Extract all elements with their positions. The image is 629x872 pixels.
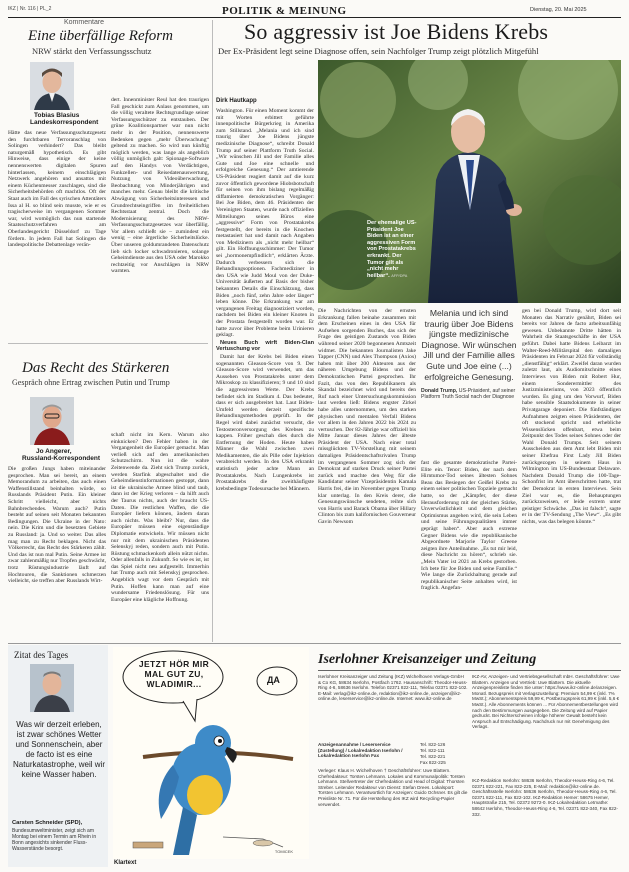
- photo-caption: Der ehemalige US-Präsident Joe Biden ist an einer aggressiven Form von Prostatakrebs erkrankt. Der Tumor gilt als „nicht mehr heilbar“. AFP/DPA: [367, 220, 417, 279]
- author-photo-angerer: [30, 397, 74, 445]
- pull-quote-text: Melania und ich sind traurig über Joe Bidens jüngste medizinische Diagnose. Wir wünschen Jill und der Familie alles Gute und Joe eine (...) erfolgreiche Genesung.: [421, 308, 517, 382]
- zitat-attribution-desc: Bundesumweltminister, zeigt sich am Montag bei einem Termin am Rhein in Bonn angesichts sinkender Fluss-Wasserstände besorgt.: [12, 828, 97, 852]
- author-role-angerer: Russland-Korrespondent: [22, 455, 101, 462]
- commentary1-subtitle: NRW stärkt den Verfassungsschutz: [32, 46, 152, 56]
- page-folio: IKZ | Nr. 116 | PL_2: [8, 6, 52, 12]
- main-text-col1: Washington. Für einen Moment kommt der mit Worten erbittert geführte innenpolitische Bürgerkrieg in Amerika zum Stillstand. „Melania und ich sind traurig über Joe Bidens jüngste medizinische Diagnose“, schreibt Donald Trump auf seiner Plattform Truth Social. „Wir wünschen Jill und der Familie alles Gute und Joe eine schnelle und erfolgreiche Genesung.“ Der amtierende US-Präsident reagiert damit auf die kurz zuvor öffentlich gewordene Hiobsbotschaft für seinen von ihm bislang regelmäßig diffamierten demokratischen Vorgänger: Bei Joe Biden, dem 46. Präsidenten der Vereinigten Staaten, wurde nach offiziellen Mitteilungen seines Büros eine „aggressive“ Form von Prostatakrebs festgestellt, der bereits in die Knochen metastasiert hat und damit nach Angaben von Medizinern als „nicht mehr heilbar“ gilt. Ein Hoffnungsschimmer: Der Tumor sei „hormonempfindlich“, erklärten Ärzte. Dadurch verbessern sich die Behandlungsoptionen. Fachmediziner in den USA wie Judd Moul von der Duke-Universität äußerten auf Basis der bisher bekannten Details die Einschätzung, dass Biden „noch fünf, zehn Jahre oder länger“ leben könne. Die Erkrankung war am vergangenen Freitag diagnostiziert worden, nachdem bei Biden ein kleiner Knoten in der Prostata festgestellt worden war. Er hatte zuvor über Probleme beim Urinieren geklagt. Neues Buch wirft Biden-Clan Vertuschung vor Damit hat der Krebs bei Biden einen sogenannten Gleason-Score von 9. Der Gleason-Score wird verwendet, um das Aussehen von Prostatakrebs unter dem Mikroskop zu klassifizieren; 9 und 10 sind die aggressivsten Werte. Der Krebs befindet sich im Stadium 4. Das bedeutet, dass er sich ausgebreitet hat. Laut Biden-Umfeld werden derzeit spezifische Behandlungsmethoden geprüft. In der Regel wird dabei zunächst versucht, die Testosteronversorgung des Krebses zu kappen. Früher geschah dies durch die Entfernung der Hoden. Heute haben Männer die Wahl zwischen zwei Medikamenten, die als Pille oder Injektion verabreicht werden. In den USA erkrankt statistisch jeder achte Mann an Prostatakrebs. Nach Lungenkrebs ist Prostatakrebs die zweithäufigste krebsbedingte Todesursache bei Männern.: [216, 108, 314, 492]
- commentary2-subtitle: Gespräch ohne Ertrag zwischen Putin und Trump: [12, 378, 170, 387]
- pull-quote: [421, 308, 517, 456]
- imprint-phone-3: Tel. 822-221: [420, 754, 446, 759]
- main-text-col4: gen bei Donald Trump, wird dort seit Monaten das Narrativ genährt, Biden sei bereits vor Jahren de facto arbeitsunfähig gewesen. Unbekannte Dritte hätten in Wahrheit die Staatsgeschäfte in der USA geführt. Dabei hatte Bidens Leibarzt im Walter-Reed-Militärspital den damaligen Präsidenten im Februar 2024 für vollständig „dienstfähig“ erklärt. Zweifel daran wurden zuletzt laut, als Audiomitschnitte eines Interviews von Biden mit Robert Hur, einem Sonderermittler des Justizministeriums, von 2023 öffentlich wurden. Es ging um den Vorwurf, Biden habe sensible Staatsdokumente in seiner Privatgarage deponiert. Die fünfständigen Aufnahmen zeigten einen Präsidenten, der oft stockend spricht und erhebliche Wissenslücken offenbart, etwa beim Zeitpunkt des Todes seines Sohnes oder der Wahl Donald Trumps. Seit seinem Ausscheiden aus dem Amt lebt Biden mit seiner Ehefrau First Lady Jill Biden zurückgezogen in seinem Haus in Wilmington im US-Bundesstaat Delaware. Nachdem Donald Trump die 100-Tage-Schonfrist im Amt überschritten hatte, trat der Demokrat in ersten Interviews. Sein Ziel war es, die Behauptungen zurückzuweisen, er leide extrem unter geistiger Schwäche. „Das ist falsch“, sagte er in der TV-Sendung „The View“. „Es gibt nichts, was das belegen könnte.“: [522, 308, 621, 525]
- imprint-right-offices: IKZ-Redaktion Iserlohn: 58636 Iserlohn, Theodor-Heuss-Ring 4-6, Tel. 02371 822-221, Fax 822-225, E-Mail: redaktion@ikz-online.de. Geschäftsstelle Iserlohn: 58636 Iserlohn, Theodor-Heuss-Ring 4-6, Tel. 02371 822-111, Fax 822-102. IKZ-Redaktion Hemer: 58675 Hemer, Hauptstraße 215, Tel. 02372 9272-0. IKZ-Lokalredaktion Letmathe: 58642 Iserlohn, Theodor-Heuss-Ring 4-6, Tel. 02371 822-340, Fax 822-332.: [472, 778, 618, 817]
- photo-credit: AFP/DPA: [391, 273, 408, 278]
- imprint-right-main: IKZ-AV, Anzeigen- und Vertriebsgesellschaft mbH. Geschäftsführer: Uwe Blattern. Anzeigen und Vertrieb: Uwe Blattern. Die aktuelle Anzeigenpreisliste finden Sie unter: https://www.ikz-online.de/anzeigen. Monatl. Bezugspreis mit Verlagszustellung: Premium 54,99 € (inkl. 7% MwSt.); Abonnementspreis 59,99 €, Postbezugspreis 61,99 € (inkl. 5,6 € MwSt.). Alle Abonnements können ... Für Abonnementbestellungen wird nach den Bestimmungen ausgegeben. Die Zeitung wird auf Papier gedruckt. Bei Nichterscheinen infolge höherer Gewalt besteht kein Anspruch auf Entschädigung. Nachdruck nur mit Genehmigung des Verlags.: [472, 674, 620, 730]
- main-byline: Dirk Hautkapp: [216, 98, 257, 104]
- main-dek: Der Ex-Präsident legt seine Diagnose offen, sein Nachfolger Trump zeigt plötzlich Mitgefühl: [218, 46, 539, 56]
- commentary1-title: Eine überfällige Reform: [28, 28, 173, 44]
- commentary1-text-col1: Hätte das neue Verfassungsschutzgesetz den furchtbaren Terroranschlag von Solingen verhindert? Das bleibt naturgemäß hypothetisch. Es gibt Hinweise, dass einige der keine nennenswerten digitalen Spuren hinterlassen, keinem einschlägigen Netzwerk angehören und ansattos mit einem Küchenmesser zuschlagen, sind die Sicherheitsbehörden oft machtlos. Oft der Staat auch im Fall des syrischen Attentäters Issa al H. so blind sein musste, wie er es tragischerweise im vergangenen Sommer war, wird womöglich das nun startende Staatsschutzverfahren am Oberlandesgericht Düsseldorf zu Tage fördern. In jedem Fall hat Solingen die landespolitische Debattenlage verän-: [8, 130, 106, 249]
- author-photo-blasius: [30, 62, 74, 110]
- kommentare-label: Kommentare: [64, 19, 105, 26]
- zitat-label: Zitat des Tages: [14, 650, 69, 660]
- cartoon: [113, 647, 309, 859]
- header-rule: [8, 17, 621, 18]
- column-divider: [212, 20, 213, 642]
- page-date: Dienstag, 20. Mai 2025: [530, 7, 587, 13]
- cartoon-label: Klartext: [114, 860, 137, 866]
- zitat-attribution-name: Carsten Schneider (SPD),: [12, 820, 83, 826]
- main-text-col2: Die Nachrichten von der ernsten Erkrankung fallen beinahe zusammen mit dem Erscheinen eines in den USA für Aufsehen sorgenden Buches, das sich der Frage des geistigen Zustands von Biden während seiner 2020 begonnenen Amtszeit widmet. Die bekannten Journalisten Jake Tapper (CNN) und Alex Thompson (Axios) haben mit über 200 Akteuren aus der näheren Umgebung Bidens und der Demokratischen Partei gesprochen. Ihr Fazit, das von den Republikanern als Skandal bezeichnet wird und bereits den Ruf nach einer Untersuchungskommission laut werden ließ: Bidens engster Zirkel habe alles unternommen, um den starken physischen und mentalen Verfall Bidens vor allem in den Jahren 2022 bis 2024 zu vertuschen. Der 82-Jährige war offiziell bis Mitte Januar dieses Jahres der älteste Präsident der USA. Nach einer total missglückten TV-Vorstellung mit seinem damaligen Präsidentschaftsrivalen Trump im vergangenen Sommer zog sich der Demokrat auf starken Druck seiner Partei zurück und machte den Weg für die Kandidatur seiner Vizepräsidentin Kamala Harris frei, die im November gegen Trump klar unterlag. In den Kreis derer, die Genesungswünsche sendeten, reihte sich von Harris und Barack Obama über Hillary Clinton bis zum kalifornischen Gouverneur Gavin Newsom: [318, 308, 416, 525]
- section-title: POLITIK & MEINUNG: [222, 5, 347, 17]
- commentary-divider: [8, 343, 208, 344]
- author-role-blasius: Landeskorrespondent: [30, 119, 99, 126]
- main-headline: So aggressiv ist Joe Bidens Krebs: [244, 19, 549, 44]
- commentary2-text-col2: schaft nicht im Kern. Warum also einknicken? Den Fehler haben in der Vergangenheit die Europäer gemacht. Man verließ sich auf den amerikanischen Schutzschirm. Nun ist die wahre Zeitenwende da. Zieht sich Trump zurück, werden Starfink abgeschaltet und die Geheimdienstinformationen gestoppt, dann ist die ukrainische Armee blind und taub, dann ist der Krieg verloren – da hilft auch der Taurus nichts, auch der braucht US-Daten. Die restlichen Waffen, die die Europäer liefern können, ändern daran auch nichts. Was bleibt? Nur, dass die Europäer müssen eine eigenständige Diplomatie entwickeln. Wir müssen nicht nur mit dem ukrainischen Präsidenten Selenskyj reden, sondern auch mit Putin. Rüstung schmackenkorb allein nützt nichts. Oder allenfalls in Zukunft. So wie es ist, ist das Spiel nicht neu aufgestellt. Immerhin hat Trump auch mit Selenskyj gesprochen. Angeblich wagt vor dem Gespräch mit Putin. Hoffen kann man auf eine wundersame Friedenslösung. Für uns Europäer eine klägliche Hoffnung.: [111, 432, 209, 603]
- imprint-phone-2: Tel. 822-111: [420, 748, 445, 753]
- main-photo: [318, 60, 621, 303]
- author-name-angerer: Jo Angerer,: [36, 448, 72, 455]
- cartoon-speech-2: ДА: [267, 675, 280, 685]
- imprint-left-staff: Verleger: Klaus H. Wichelhoven † Geschäftsführer: Uwe Blattern. Chefredakteur: Torsten Lehmann. Lokales und Kommunalpolitik: Torsten Lehmann. Stellvertreter der Chefredaktion und Head of Digital: Thorsten Streber. Leitender Redakteur von Dienst: Stefan Drees. Lokalsport: Torsten Lehmann. Verantwortlich für Anzeigen: Guido Ochsner. Es gilt die Preisliste Nr. 71. Für die Herstellung des IKZ wird Recycling-Papier verwendet.: [318, 768, 468, 807]
- imprint-phone-4: Fax 822-225: [420, 760, 446, 765]
- imprint-phone-1: Tel. 822-126: [420, 742, 446, 747]
- commentary2-title: Das Recht des Stärkeren: [22, 360, 170, 376]
- commentary2-text-col1: Die großen Jungs haben miteinander gesprochen. Man sei bereit, an einem Memorandum zu arbeiten, das auch einen Waffenstillstand beinhalten würde, so Russlands Präsident Putin. Ein kleiner Schritt vielleicht, aber nichts Bahnbrechendes. Warum auch? Putin besteht auf seinen seit Monaten bekannten Bedingungen. Die Ukraine in der Nato: nein. Die Krim und die besetzten Gebiete zu Russland: ja. Und so weiter. Das alles mag man zu Recht beklagen. Nicht das Völkerrecht, das Recht des Stärkeren zählt. Und das ist nun mal Putin. Seine Armee ist zwar zahlenmäßig nur Tropfen geschwächt, trotz Rüstungsindustrie läuft auf Hochtouren, die Sanktionen schmerzen vielleicht, sie treffen aber Russlands Wirt-: [8, 466, 106, 585]
- cartoon-artist: TOMICEK: [274, 849, 293, 854]
- bottom-rule: [8, 643, 621, 644]
- cartoon-speech-1: JETZT HÖR MIR MAL GUT ZU, WLADIMIR...: [138, 659, 210, 689]
- zitat-photo: [30, 664, 74, 712]
- masthead-rule: [318, 670, 621, 671]
- zitat-text: Was wir derzeit erleben, ist zwar schönes Wetter und Sonnenschein, aber de facto ist es eine Naturkatastrophe, weil wir keine Wasser haben.: [12, 720, 106, 779]
- masthead-title: Iserlohner Kreisanzeiger und Zeitung: [318, 652, 537, 667]
- author-name-blasius: Tobias Blasius: [34, 112, 80, 119]
- imprint-phones-label: Anzeigenannahme / Leserservice (Zustellung) / Lokalredaktion Iserlohn / Lokalredaktion Iserlohn Fax: [318, 742, 403, 759]
- pull-quote-attribution: Donald Trump, US-Präsident, auf seiner Platform Truth Social nach der Diagnose: [421, 388, 516, 401]
- imprint-left-main: Iserlohner Kreisanzeiger und Zeitung (IKZ) Wichelhoven Verlags-GmbH & Co KG, 58634 Iserlohn, Postfach 1762. Hausanschrift: Theodor-Heuss-Ring 4-6, 58636 Iserlohn. Telefon 02371 822-111, Telefax 02371 822-102. E-Mail: verlag@ikz-online.de, redaktion@ikz-online.de, anzeigen@ikz-online.de, leserservice@ikz-online.de. Internet: www.ikz-online.de: [318, 674, 468, 702]
- commentary1-text-col2: dert. Innenminister Reul hat den traurigen Fall geschickt zum Anlass genommen, um die völlig veraltete Rechtsgrundlage seiner Verfassungsschützer zu entstauben. Der grüne Koalitionspartner war nun nicht mehr in der Position, nennenswerte Bedenken gegen „mehr Überwachung“ geltend zu machen. So wird nun künftig möglich werden, was lange als angeblich völlig unmöglich galt: Spionage-Software auf den Handys von Verdächtigen, Funkzellen- und Reisedatenauswertung, Nutzung von Videoüberwachung, Beobachtung von Minderjährigen und manches mehr. Genau bleibt die kritische Abwägung von Sicherheitsinteressen und Grundrechtseingriffen im freiheitlichen Rechtsstaat zentral. Doch die Modernisierung des NRW-Verfassungsschutzgesetzes war überfällig. Vor allem schließt sie – zumindest ein wenig – eine ärgerliche Sicherheitslücke. Über unseren goldumrandeten Datenschutz lieb sich locker schwadronieren, solange Geheimdienste aus den USA oder Marokko rechtzeitig vor Anschlägen in NRW warnten.: [111, 97, 209, 275]
- main-text-col3: fast die gesamte demokratische Partei-Elite ein. Tenor: Biden, der nach dem Hirntumor-Tod seines ältesten Sohnes Beau das Besiegen der Geißel Krebs zu einem seiner politischen Topziele gemacht hatte, so der „Kämpfer, der diese Herausforderung mit der gleichen Stärke, Unverwüstlichkeit und dem gleichen Optimismus angehen wird, die sein Leben und seine Führungsqualitäten immer geprägt haben“. Aber auch extreme Gegner Bidens wie die republikanische Abgeordnete Marjorie Taylor Greene zeigten ihre Anteilnahme. „Es tut mir leid, diese Nachricht zu hören“, schrieb sie. „Mein Vater ist 2021 an Krebs gestorben. Ich bete für Joe Biden und seine Familie.“ Wie lange die Zurückhaltung gerade auf republikanischer Seite anhalten wird, ist fraglich. Angefan-: [421, 460, 517, 592]
